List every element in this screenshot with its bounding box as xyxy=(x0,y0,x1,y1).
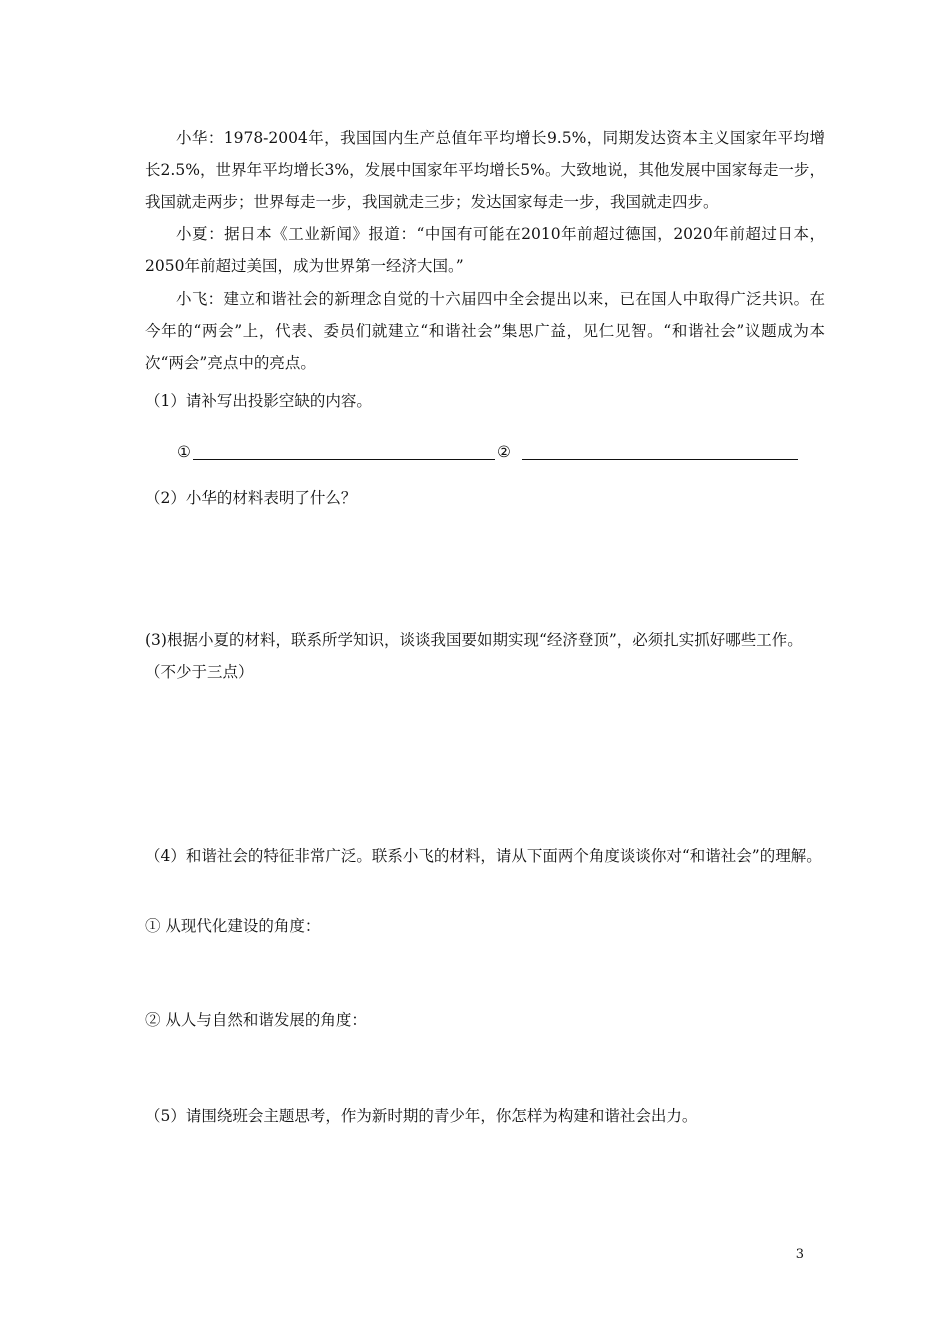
question-4-part-b: ② 从人与自然和谐发展的角度： xyxy=(145,1011,367,1029)
material-xiaofei: 小飞：建立和谐社会的新理念自觉的十六届四中全会提出以来，已在国人中取得广泛共识。在今年的“两会”上，代表、委员们就建立“和谐社会”集思广益，见仁见智。“和谐社会”议题成为本次“两会”亮点中的亮点。 xyxy=(145,290,825,372)
blank-1-marker: ① xyxy=(177,443,191,461)
question-2: （2）小华的材料表明了什么？ xyxy=(145,489,357,507)
answer-blank-2[interactable] xyxy=(522,459,798,460)
material-xiaoxia: 小夏：据日本《工业新闻》报道：“中国有可能在2010年前超过德国，2020年前超过日本，2050年前超过美国，成为世界第一经济大国。” xyxy=(145,225,825,275)
question-1: （1）请补写出投影空缺的内容。 xyxy=(145,392,372,410)
question-4-part-a: ① 从现代化建设的角度： xyxy=(145,917,321,935)
blank-2-marker: ② xyxy=(497,443,511,461)
question-3: (3)根据小夏的材料，联系所学知识，谈谈我国要如期实现“经济登顶”，必须扎实抓好哪些工作。（不少于三点） xyxy=(145,631,803,681)
material-xiaohua: 小华：1978-2004年，我国国内生产总值年平均增长9.5%，同期发达资本主义国家年平均增长2.5%，世界年平均增长3%，发展中国家年平均增长5%。大致地说，其他发展中国家每走一步，我国就走两步；世界每走一步，我国就走三步；发达国家每走一步，我国就走四步。 xyxy=(145,129,825,211)
question-4: （4）和谐社会的特征非常广泛。联系小飞的材料，请从下面两个角度谈谈你对“和谐社会”的理解。 xyxy=(145,847,822,865)
question-5: （5）请围绕班会主题思考，作为新时期的青少年，你怎样为构建和谐社会出力。 xyxy=(145,1107,698,1125)
answer-blanks-row xyxy=(177,438,807,466)
answer-blank-1[interactable] xyxy=(193,459,495,460)
page-number: 3 xyxy=(795,1247,804,1262)
